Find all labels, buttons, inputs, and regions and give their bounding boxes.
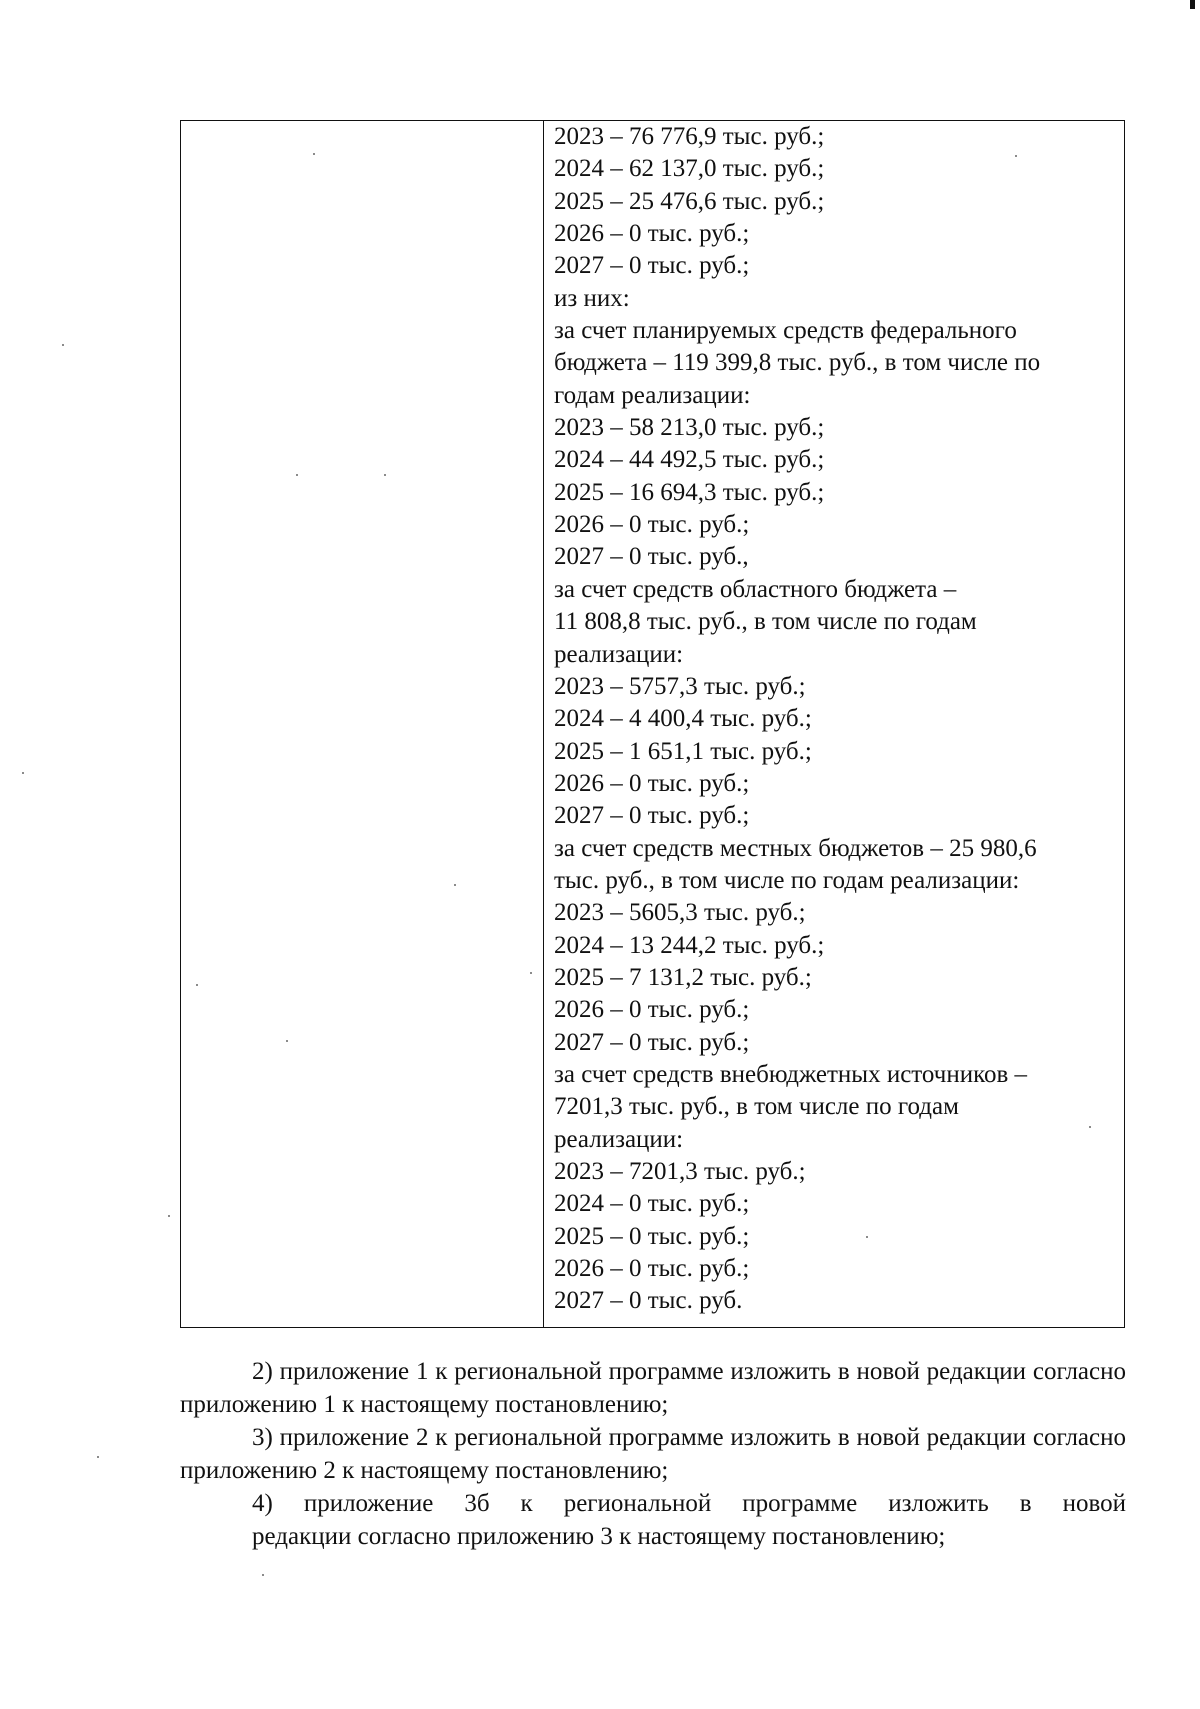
financing-line: 2026 – 0 тыс. руб.; — [554, 996, 750, 1024]
scan-speck — [866, 1236, 868, 1238]
scan-speck — [262, 1574, 264, 1576]
paragraph-4-line-1: 4) приложение 3б к региональной программе изложить в новой — [252, 1490, 1126, 1517]
financing-line: 11 808,8 тыс. руб., в том числе по годам — [554, 608, 977, 636]
scan-speck — [384, 474, 386, 476]
financing-line: 2025 – 7 131,2 тыс. руб.; — [554, 963, 812, 991]
paragraph-2: 2) приложение 1 к региональной программе изложить в новой редакции согласно приложению 1 к настоящему постановлению; — [180, 1358, 1126, 1418]
paragraph-4-line-2: редакции согласно приложению 3 к настоящему постановлению; — [252, 1523, 946, 1550]
financing-line: тыс. руб., в том числе по годам реализации: — [554, 866, 1020, 894]
table-right-cell — [544, 121, 1124, 1327]
financing-line: 2025 – 16 694,3 тыс. руб.; — [554, 478, 825, 506]
financing-line: 2024 – 0 тыс. руб.; — [554, 1190, 750, 1218]
financing-line: 2024 – 62 137,0 тыс. руб.; — [554, 155, 825, 183]
financing-table — [180, 120, 1125, 1328]
financing-line: за счет средств местных бюджетов – 25 980,6 — [554, 834, 1037, 862]
financing-line: 2025 – 1 651,1 тыс. руб.; — [554, 737, 812, 765]
financing-line: 2023 – 5605,3 тыс. руб.; — [554, 899, 806, 927]
table-left-cell — [181, 121, 544, 1327]
scan-speck — [22, 772, 24, 774]
financing-line: 2026 – 0 тыс. руб.; — [554, 769, 750, 797]
financing-line: за счет планируемых средств федерального — [554, 317, 1017, 345]
scan-speck — [286, 1040, 288, 1042]
financing-line: 2027 – 0 тыс. руб.; — [554, 802, 750, 830]
financing-line: из них: — [554, 284, 630, 312]
financing-line: реализации: — [554, 640, 684, 668]
financing-line: 2027 – 0 тыс. руб.; — [554, 1028, 750, 1056]
financing-line: бюджета – 119 399,8 тыс. руб., в том числе по — [554, 349, 1041, 377]
financing-line: 2024 – 44 492,5 тыс. руб.; — [554, 446, 825, 474]
scan-speck — [62, 344, 64, 346]
financing-line: 2024 – 4 400,4 тыс. руб.; — [554, 705, 812, 733]
financing-line: реализации: — [554, 1125, 684, 1153]
financing-line: 2025 – 0 тыс. руб.; — [554, 1222, 750, 1250]
amendment-text — [180, 1355, 1126, 1553]
scan-speck — [97, 1456, 99, 1458]
scan-speck — [530, 972, 532, 974]
scan-speck — [313, 153, 315, 155]
financing-line: 2023 – 7201,3 тыс. руб.; — [554, 1158, 806, 1185]
financing-line: 2023 – 58 213,0 тыс. руб.; — [554, 414, 825, 442]
paragraph-3: 3) приложение 2 к региональной программе изложить в новой редакции согласно приложению 2 к настоящему постановлению; — [180, 1424, 1126, 1484]
scan-speck — [296, 474, 298, 476]
financing-line: 2026 – 0 тыс. руб.; — [554, 1255, 750, 1283]
scan-speck — [196, 984, 198, 986]
scan-corner-mark — [1190, 0, 1195, 9]
financing-line: 2027 – 0 тыс. руб. — [554, 1287, 743, 1315]
scan-speck — [454, 884, 456, 886]
financing-line: 7201,3 тыс. руб., в том числе по годам — [554, 1093, 959, 1121]
financing-line: 2027 – 0 тыс. руб.; — [554, 252, 750, 280]
paragraph-4 — [180, 1487, 1126, 1553]
financing-line: 2027 – 0 тыс. руб., — [554, 543, 749, 571]
financing-line: 2023 – 76 776,9 тыс. руб.; — [554, 123, 825, 150]
financing-line: годам реализации: — [554, 381, 751, 409]
financing-line: за счет средств областного бюджета – — [554, 575, 957, 603]
financing-line: 2024 – 13 244,2 тыс. руб.; — [554, 931, 825, 959]
financing-line: 2023 – 5757,3 тыс. руб.; — [554, 672, 806, 700]
scan-speck — [168, 1215, 170, 1217]
scan-speck — [1015, 155, 1017, 157]
scan-speck — [1089, 1126, 1091, 1128]
financing-line: 2025 – 25 476,6 тыс. руб.; — [554, 187, 825, 215]
financing-line: 2026 – 0 тыс. руб.; — [554, 511, 750, 539]
financing-line: за счет средств внебюджетных источников – — [554, 1060, 1028, 1088]
financing-line: 2026 – 0 тыс. руб.; — [554, 220, 750, 248]
